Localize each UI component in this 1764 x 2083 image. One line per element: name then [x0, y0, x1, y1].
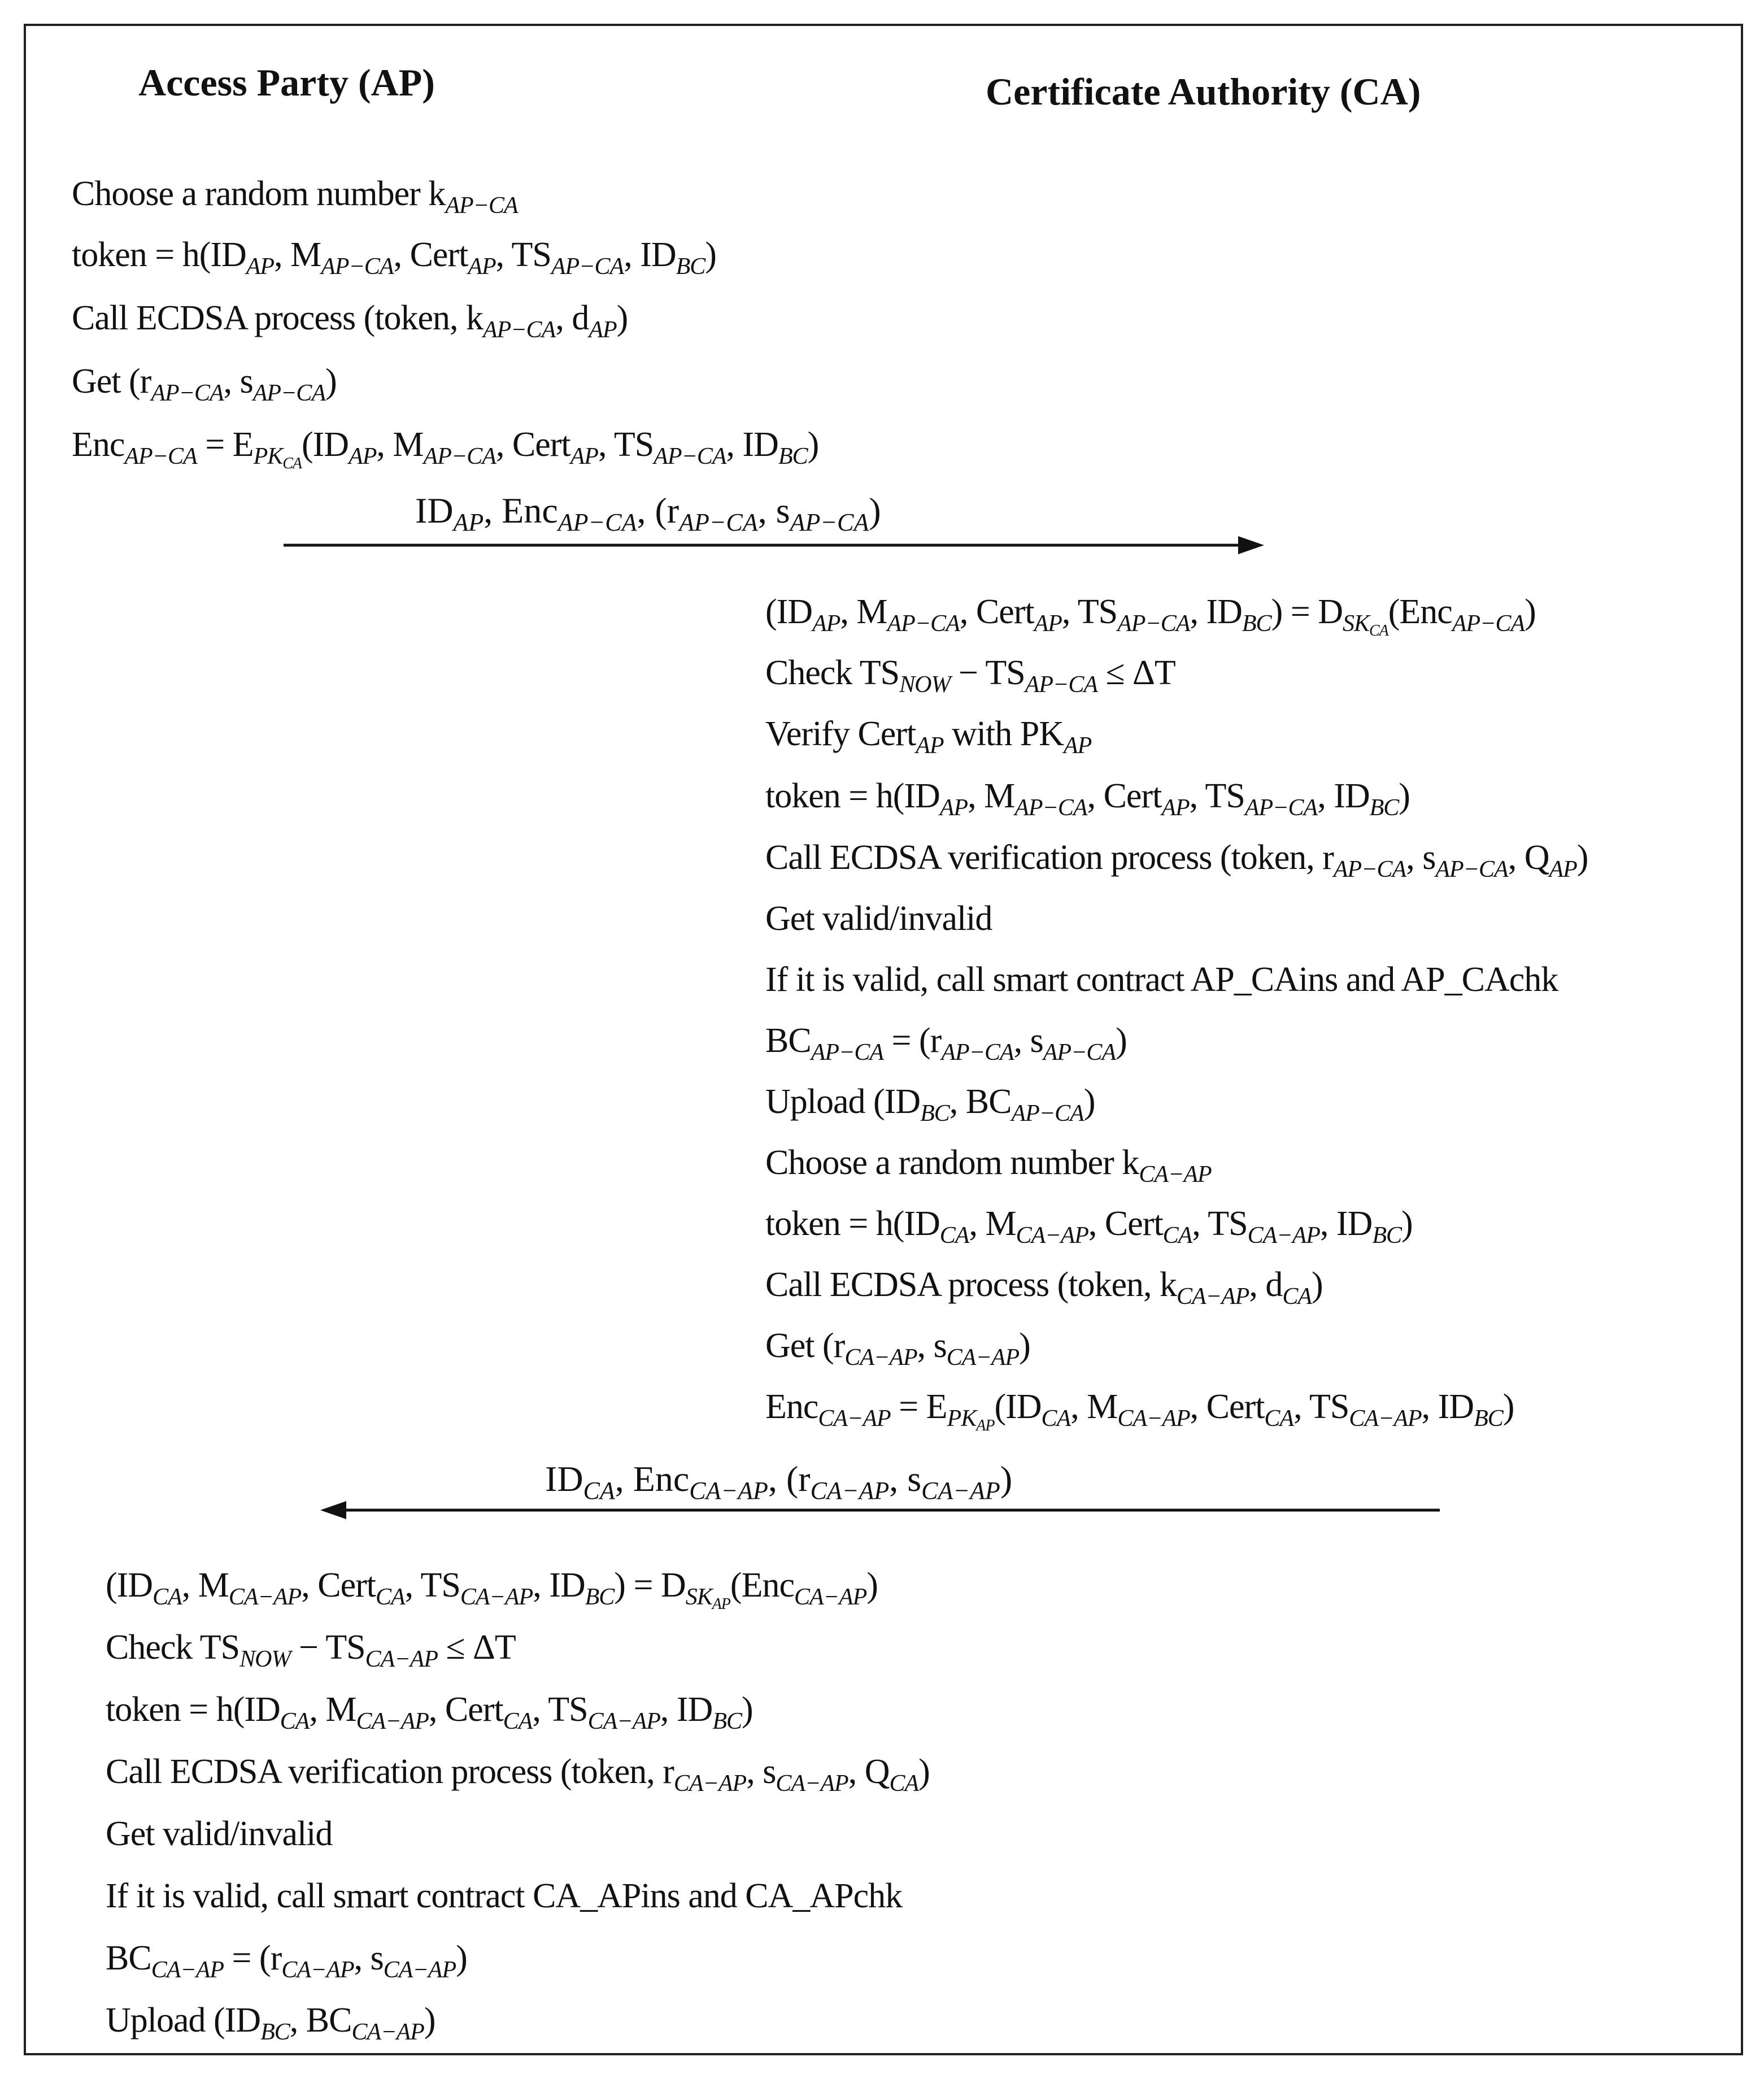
arrow-ca-to-ap-head: [320, 1501, 346, 1519]
ap-final-step: Upload ($ID_{BC}$, $BC_{CA-AP}$): [106, 2001, 435, 2045]
party-title-ap: Access Party (AP): [138, 61, 435, 104]
ap-final-step: ($ID_{CA}$, $M_{CA-AP}$, Cert$_{CA}$, $TS_{CA-AP}$, $ID_{BC}) = D_{SK_{AP}}(Enc_{CA-AP})$: [106, 1566, 878, 1613]
ca-step: Call ECDSA process (token, $k_{CA-AP}$, $d_{CA}$): [765, 1266, 1323, 1310]
ap-final-step: If it is valid, call smart contract CA_APins and CA_APchk: [106, 1877, 903, 1915]
ca-step: Call ECDSA verification process (token, $r_{AP-CA}$, $s_{AP-CA}$, $Q_{AP}$): [765, 838, 1588, 882]
ca-step: Upload ($ID_{BC}$, $BC_{AP-CA}$): [765, 1082, 1095, 1127]
ap-step: Choose a random number $k_{AP-CA}$: [72, 175, 518, 219]
arrow-ap-to-ca: [282, 531, 1265, 559]
message-2-label: $ID_{CA}$, Enc$_{CA-AP}$, ($r_{CA-AP}$, $s_{CA-AP}$): [545, 1459, 1013, 1504]
ap-step: Get ($r_{AP-CA}$, $s_{AP-CA}$): [72, 362, 337, 406]
arrow-ap-to-ca-head: [1238, 536, 1264, 554]
ca-step: Check $TS_{NOW} - TS_{AP-CA} \le \Delta T$: [765, 654, 1175, 698]
ca-step: Get ($r_{CA-AP}$, $s_{CA-AP}$): [765, 1327, 1030, 1371]
ca-step: If it is valid, call smart contract AP_CAins and AP_CAchk: [765, 960, 1558, 999]
ca-step: $BC_{AP-CA} = (r_{AP-CA}$, $s_{AP-CA}$): [765, 1021, 1127, 1066]
arrow-ca-to-ap: [319, 1496, 1449, 1524]
party-title-ca: Certificate Authority (CA): [986, 70, 1421, 113]
ca-step: $Enc_{CA-AP} = E_{PK_{AP}}(ID_{CA}$, $M_{CA-AP}$, Cert$_{CA}$, $TS_{CA-AP}$, $ID_{BC}$): [765, 1388, 1514, 1434]
ca-step: token = $h(ID_{AP}$, $M_{AP-CA}$, Cert$_{AP}$, $TS_{AP-CA}$, $ID_{BC}$): [765, 777, 1410, 821]
ca-step: ($ID_{AP}$, $M_{AP-CA}$, Cert$_{AP}$, $TS_{AP-CA}$, $ID_{BC}) = D_{SK_{CA}}(Enc_{AP-CA})$: [765, 593, 1536, 640]
ca-step: Get valid/invalid: [765, 899, 992, 938]
ap-step: token = $h(ID_{AP}$, $M_{AP-CA}$, Cert$_{AP}$, $TS_{AP-CA}$, $ID_{BC}$): [72, 236, 716, 280]
ap-final-step: Check $TS_{NOW} - TS_{CA-AP} \le \Delta T$: [106, 1628, 516, 1672]
message-1-label: $ID_{AP}$, Enc$_{AP-CA}$, ($r_{AP-CA}$, $s_{AP-CA}$): [415, 490, 881, 536]
ca-step: Choose a random number $k_{CA-AP}$: [765, 1143, 1212, 1188]
ap-final-step: Call ECDSA verification process (token, $r_{CA-AP}$, $s_{CA-AP}$, $Q_{CA}$): [106, 1752, 930, 1797]
ap-step: $Enc_{AP-CA} = E_{PK_{CA}}(ID_{AP}$, $M_{AP-CA}$, Cert$_{AP}$, $TS_{AP-CA}$, $ID_{BC}$): [72, 425, 819, 472]
ap-final-step: $BC_{CA-AP} = (r_{CA-AP}$, $s_{CA-AP}$): [106, 1939, 467, 1983]
ap-final-step: Get valid/invalid: [106, 1815, 333, 1853]
ca-step: Verify Cert$_{AP}$ with $PK_{AP}$: [765, 715, 1092, 759]
ap-step: Call ECDSA process (token, $k_{AP-CA}$, $d_{AP}$): [72, 299, 628, 343]
ca-step: token = $h(ID_{CA}$, $M_{CA-AP}$, Cert$_{CA}$, $TS_{CA-AP}$, $ID_{BC}$): [765, 1204, 1413, 1249]
ap-final-step: token = $h(ID_{CA}$, $M_{CA-AP}$, Cert$_{CA}$, $TS_{CA-AP}$, $ID_{BC}$): [106, 1690, 753, 1734]
